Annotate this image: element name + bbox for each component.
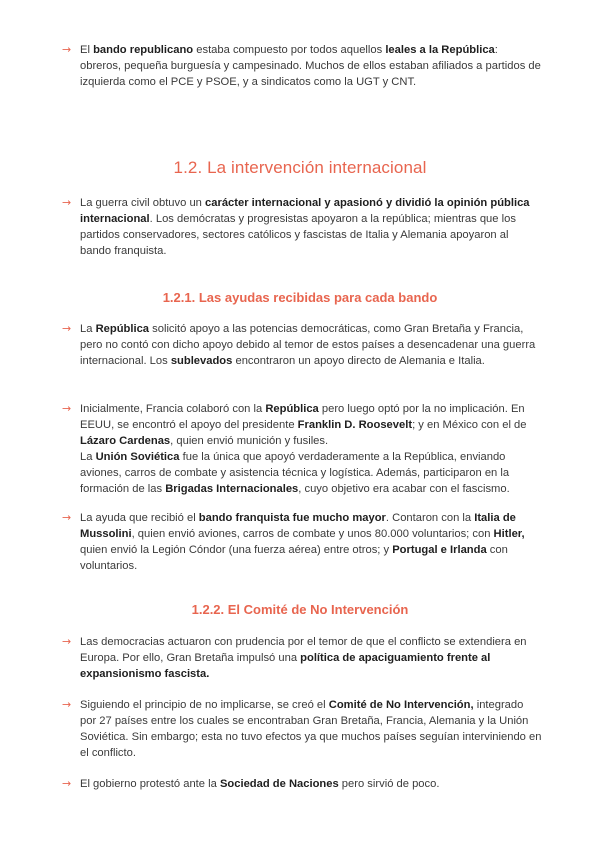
text-segment: quien envió la Legión Cóndor (una fuerza aérea) entre otros; y bbox=[80, 544, 393, 556]
paragraph-democracias bbox=[62, 634, 542, 682]
paragraph-comite-no-intervencion bbox=[62, 697, 542, 761]
bold-text: carácter internacional y apasionó y dividió la opinión pública internacional bbox=[80, 197, 530, 225]
bold-text: Hitler, bbox=[493, 528, 525, 540]
bold-text: República bbox=[265, 403, 319, 415]
text-segment: pero sirvió de poco. bbox=[338, 778, 440, 790]
arrow-bullet-icon: → bbox=[62, 43, 72, 56]
paragraph-text bbox=[80, 401, 542, 497]
bold-text: bando franquista fue mucho mayor bbox=[198, 512, 386, 524]
arrow-bullet-icon: → bbox=[62, 196, 72, 209]
arrow-bullet-icon: → bbox=[62, 777, 72, 790]
bold-text: Lázaro Cardenas bbox=[80, 435, 171, 447]
paragraph-text bbox=[80, 697, 542, 761]
bold-text: Portugal e Irlanda bbox=[392, 544, 487, 556]
text-segment: La bbox=[80, 323, 96, 335]
paragraph-text bbox=[80, 42, 542, 90]
bold-text: Comité de No Intervención, bbox=[328, 699, 474, 711]
bold-text: Sociedad de Naciones bbox=[219, 778, 339, 790]
bold-text: bando republicano bbox=[93, 44, 194, 56]
text-segment: con voluntarios. bbox=[80, 544, 508, 572]
bold-text: política de apaciguamiento frente al expansionismo fascista. bbox=[80, 652, 491, 680]
bold-text: leales a la República bbox=[385, 44, 495, 56]
text-segment: . Contaron con la bbox=[385, 512, 475, 524]
paragraph-bando-republicano bbox=[62, 42, 542, 90]
subsection-heading-comite: 1.2.2. El Comité de No Intervención bbox=[191, 602, 409, 617]
text-segment: pero luego optó por la no implicación. En EEUU, se encontró el apoyo del presidente bbox=[80, 403, 525, 431]
text-segment: estaba compuesto por todos aquellos bbox=[193, 44, 386, 56]
text-segment: , quien envió munición y fusiles. bbox=[170, 435, 329, 447]
bold-text: República bbox=[95, 323, 150, 335]
text-segment: , quien envió aviones, carros de combate y unos 80.000 voluntarios; con bbox=[131, 528, 494, 540]
text-segment: : obreros, pequeña burguesía y campesinado. Muchos de ellos estaban afiliados a partidos de izquierda como el PCE y PSOE, y a sindicatos como la UGT y CNT. bbox=[80, 44, 541, 88]
paragraph-text bbox=[80, 510, 542, 574]
arrow-bullet-icon: → bbox=[62, 322, 72, 335]
text-segment: Inicialmente, Francia colaboró con la bbox=[80, 403, 266, 415]
paragraph-text bbox=[80, 195, 542, 259]
subsection-heading-ayudas: 1.2.1. Las ayudas recibidas para cada bando bbox=[162, 290, 438, 305]
bold-text: Italia de Mussolini bbox=[80, 512, 516, 540]
text-segment: La ayuda que recibió el bbox=[80, 512, 199, 524]
text-segment: La bbox=[80, 451, 96, 463]
paragraph-text bbox=[80, 321, 542, 369]
text-segment: Las democracias actuaron con prudencia por el temor de que el conflicto se extendiera en Europa. Por ello, Gran Bretaña impulsó una bbox=[80, 636, 527, 664]
paragraph-bando-franquista bbox=[62, 510, 542, 574]
arrow-bullet-icon: → bbox=[62, 402, 72, 415]
bold-text: Franklin D. Roosevelt bbox=[297, 419, 413, 431]
bold-text: sublevados bbox=[170, 355, 233, 367]
text-segment: La guerra civil obtuvo un bbox=[80, 197, 206, 209]
bold-text: Unión Soviética bbox=[95, 451, 180, 463]
arrow-bullet-icon: → bbox=[62, 635, 72, 648]
text-segment: Siguiendo el principio de no implicarse, se creó el bbox=[80, 699, 329, 711]
arrow-bullet-icon: → bbox=[62, 698, 72, 711]
paragraph-text bbox=[80, 634, 542, 682]
text-segment: integrado por 27 países entre los cuales se encontraban Gran Bretaña, Francia, Alemania y la Unión Soviética. Sin embargo; esta no tuvo efectos ya que muchos países seguían interviniendo en el conflicto. bbox=[80, 699, 542, 759]
text-segment: ; y en México con el de bbox=[412, 419, 527, 431]
paragraph-caracter-internacional bbox=[62, 195, 542, 259]
section-heading: 1.2. La intervención internacional bbox=[173, 158, 427, 177]
paragraph-sociedad-naciones bbox=[62, 776, 542, 792]
text-segment: solicitó apoyo a las potencias democráticas, como Gran Bretaña y Francia, pero no contó con dicho apoyo debido al temor de estos países a desencadenar una guerra internacional. Los bbox=[80, 323, 536, 367]
text-segment: , cuyo objetivo era acabar con el fascismo. bbox=[298, 483, 510, 495]
text-segment: fue la única que apoyó verdaderamente a la República, enviando aviones, carros de combate y asistencia técnica y logística. Además, participaron en la formación de las bbox=[80, 451, 510, 495]
arrow-bullet-icon: → bbox=[62, 511, 72, 524]
text-segment: El bbox=[80, 44, 94, 56]
paragraph-republica-apoyo bbox=[62, 321, 542, 369]
bold-text: Brigadas Internacionales bbox=[165, 483, 299, 495]
text-segment: El gobierno protestó ante la bbox=[80, 778, 220, 790]
text-segment: . Los demócratas y progresistas apoyaron a la república; mientras que los partidos conservadores, sectores católicos y fascistas de Italia y Alemania apoyaron al bando franquista. bbox=[80, 213, 516, 257]
text-segment: encontraron un apoyo directo de Alemania e Italia. bbox=[232, 355, 485, 367]
paragraph-francia-eeuu-urss bbox=[62, 401, 542, 497]
paragraph-text bbox=[80, 776, 542, 792]
